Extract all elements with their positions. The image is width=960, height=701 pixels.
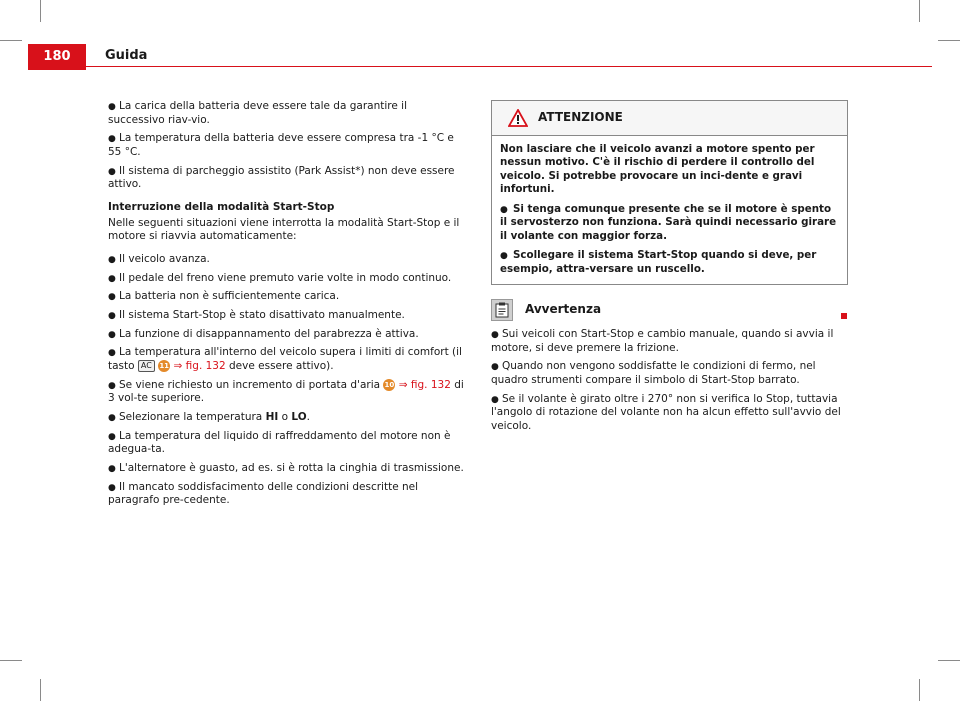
list-item-ac: ● La temperatura all'interno del veicolo supera i limiti di comfort (il tasto AC 11 ⇒ fig. 132 deve essere attivo).	[108, 346, 462, 373]
section-title: Guida	[105, 48, 148, 63]
list-item-flow: ● Se viene richiesto un incremento di portata d'aria 10 ⇒ fig. 132 di 3 vol-te superiore.	[108, 378, 464, 405]
right-column	[491, 100, 848, 439]
warning-triangle-icon	[508, 109, 528, 127]
crop-mark	[0, 40, 22, 41]
crop-mark	[919, 0, 920, 22]
warning-box	[491, 100, 848, 285]
list-item: ● Quando non vengono soddisfatte le condizioni di fermo, nel quadro strumenti compare il simbolo di Start-Stop barrato.	[491, 360, 816, 387]
callout-number: 11	[159, 362, 170, 371]
list-item: ● Il sistema di parcheggio assistito (Park Assist*) non deve essere attivo.	[108, 164, 455, 191]
list-item: ● La carica della batteria deve essere tale da garantire il successivo riav-vio.	[108, 100, 407, 126]
list-item: ● Il veicolo avanza.	[108, 252, 210, 265]
list-item: ● La funzione di disappannamento del parabrezza è attiva.	[108, 327, 419, 340]
crop-mark	[40, 679, 41, 701]
callout-number: 10	[384, 380, 395, 389]
warning-header	[492, 101, 847, 136]
warning-paragraph: ● Scollegare il sistema Start-Stop quando si deve, per esempio, attra-versare un ruscello.	[500, 248, 817, 275]
note-body	[491, 328, 848, 434]
note-icon	[491, 299, 513, 321]
list-item: ● La temperatura della batteria deve essere compresa tra -1 °C e 55 °C.	[108, 132, 454, 159]
note-title: Avvertenza	[525, 302, 602, 317]
subheading: Interruzione della modalità Start-Stop	[108, 200, 335, 213]
lo-label: LO	[291, 411, 307, 423]
hi-label: HI	[265, 411, 279, 423]
list-item: ● Sui veicoli con Start-Stop e cambio manuale, quando si avvia il motore, si deve premere la frizione.	[491, 328, 834, 354]
list-item: ● Il pedale del freno viene premuto varie volte in modo continuo.	[108, 271, 452, 284]
warning-title: ATTENZIONE	[538, 110, 623, 125]
crop-mark	[938, 660, 960, 661]
warning-body	[492, 136, 847, 284]
list-item-temperature: ● Selezionare la temperatura HI o LO.	[108, 411, 310, 423]
intro-paragraph: Nelle seguenti situazioni viene interrotta la modalità Start-Stop e il motore si riavvia automaticamente:	[108, 216, 460, 243]
list-item: ● Il sistema Start-Stop è stato disattivato manualmente.	[108, 308, 405, 321]
crop-mark	[40, 0, 41, 22]
crop-mark	[0, 660, 22, 661]
list-item: ● La batteria non è sufficientemente carica.	[108, 290, 340, 303]
section-end-marker	[841, 313, 847, 319]
header-rule	[86, 66, 932, 67]
warning-paragraph: Non lasciare che il veicolo avanzi a motore spento per nessun motivo. C'è il rischio di perdere il controllo del veicolo. Si potrebbe provocare un inci-dente e gravi infortuni.	[500, 143, 815, 196]
note-header	[491, 299, 848, 321]
list-item: ● Se il volante è girato oltre i 270° non si verifica lo Stop, tuttavia l'angolo di rotazione del volante non ha alcun effetto sull'avvio del veicolo.	[491, 392, 841, 432]
figure-link[interactable]: ⇒ fig. 132	[398, 378, 451, 391]
warning-paragraph: ● Si tenga comunque presente che se il motore è spento il servosterzo non funziona. Sarà quindi necessario girare il volante con maggior forza.	[500, 202, 837, 242]
left-column	[108, 100, 464, 513]
page-number: 180	[28, 44, 86, 70]
crop-mark	[938, 40, 960, 41]
list-item: ● La temperatura del liquido di raffreddamento del motore non è adegua-ta.	[108, 429, 451, 456]
list-item: ● L'alternatore è guasto, ad es. si è rotta la cinghia di trasmissione.	[108, 462, 464, 475]
figure-link[interactable]: ⇒ fig. 132	[173, 360, 226, 373]
crop-mark	[919, 679, 920, 701]
ac-key-icon: AC	[138, 360, 155, 372]
list-item: ● Il mancato soddisfacimento delle condizioni descritte nel paragrafo pre-cedente.	[108, 480, 419, 507]
